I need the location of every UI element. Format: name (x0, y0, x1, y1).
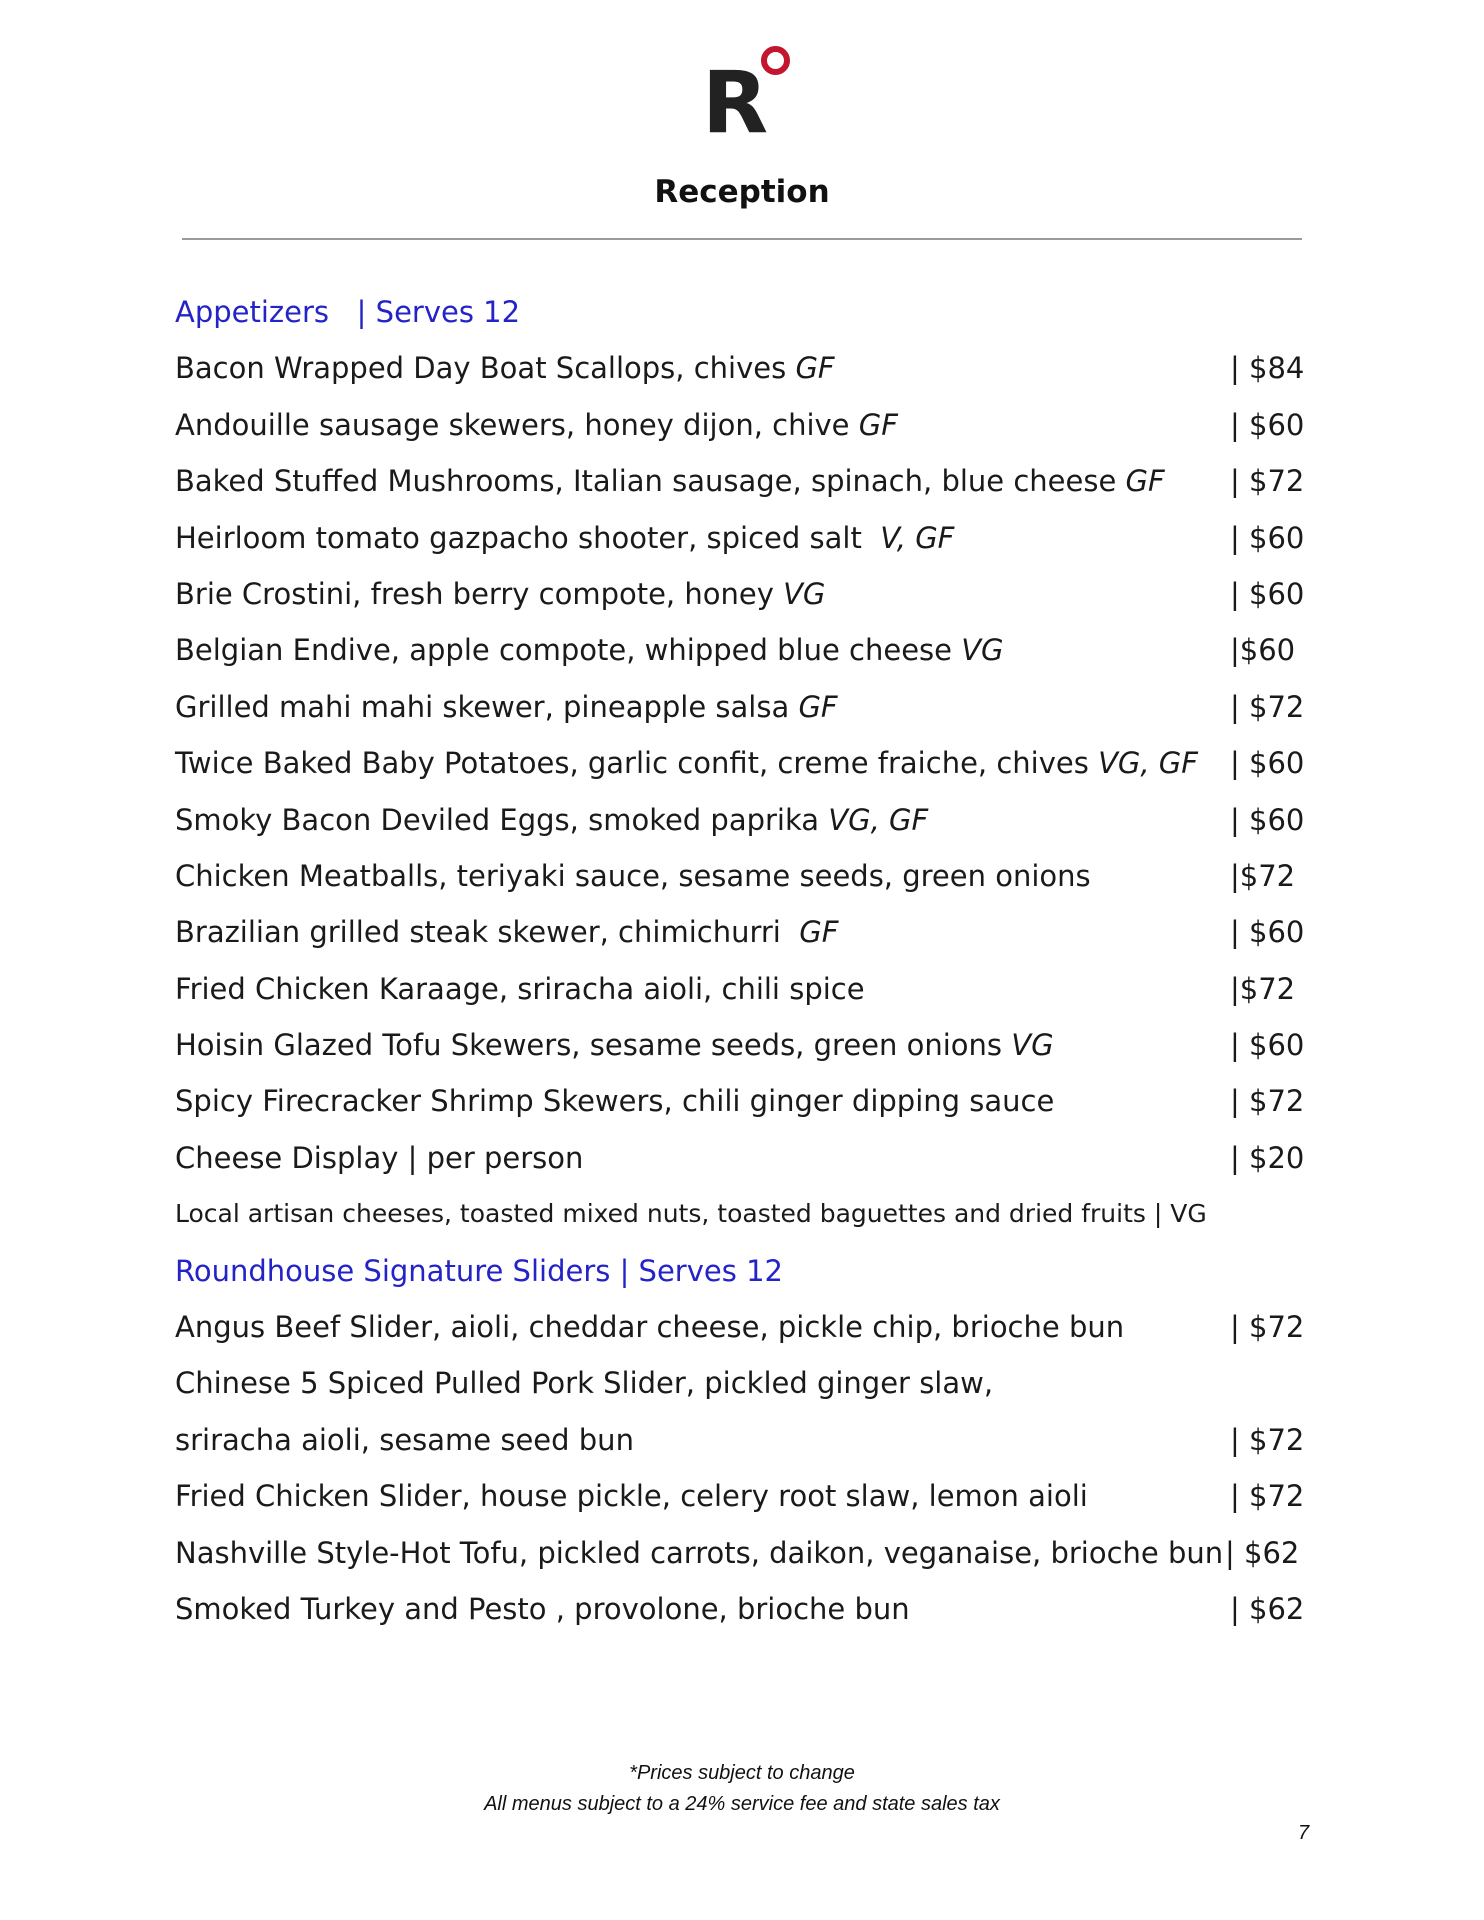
item-name: Andouille sausage skewers, honey dijon, chive (175, 407, 859, 442)
item-diet: VG, GF (828, 802, 929, 837)
sliders-heading: Roundhouse Signature Sliders | Serves 12 (175, 1253, 783, 1288)
item-diet: GF (799, 915, 839, 950)
item-name: Grilled mahi mahi skewer, pineapple salsa (175, 689, 799, 724)
item-name: Chinese 5 Spiced Pulled Pork Slider, pickled ginger slaw, (175, 1366, 994, 1401)
menu-item (175, 340, 1315, 396)
item-name: sriracha aioli, sesame seed bun (175, 1422, 634, 1457)
item-diet: GF (798, 689, 838, 724)
item-price: |$72 (1230, 971, 1296, 1006)
menu-item (175, 622, 1315, 678)
item-price: | $72 (1230, 1084, 1305, 1119)
menu-item (175, 848, 1315, 904)
item-price: | $60 (1230, 746, 1305, 781)
item-price: | $60 (1230, 915, 1305, 950)
item-name: Heirloom tomato gazpacho shooter, spiced salt (175, 520, 881, 555)
item-diet: GF (1125, 464, 1165, 499)
menu-item-cheese-display (175, 1130, 1315, 1186)
item-name: Belgian Endive, apple compote, whipped blue cheese (175, 633, 962, 668)
item-price: | $60 (1230, 520, 1305, 555)
item-price: | $60 (1230, 1028, 1305, 1063)
item-price: | $72 (1230, 1422, 1305, 1457)
menu-item (175, 735, 1315, 791)
item-diet: VG, GF (1098, 746, 1198, 781)
item-name: Smoky Bacon Deviled Eggs, smoked paprika (175, 802, 829, 837)
item-name: Twice Baked Baby Potatoes, garlic confit, creme fraiche, chives (175, 746, 1099, 781)
item-name: Spicy Firecracker Shrimp Skewers, chili ginger dipping sauce (175, 1084, 1055, 1119)
item-price: | $62 (1225, 1535, 1300, 1570)
menu-item (175, 679, 1315, 735)
item-price: | $62 (1230, 1591, 1305, 1626)
page-title: Reception (654, 174, 830, 210)
slider-item (175, 1525, 1315, 1581)
slider-item (175, 1581, 1315, 1637)
item-name: Nashville Style-Hot Tofu, pickled carrots, daikon, veganaise, brioche bun (175, 1535, 1224, 1570)
menu-item (175, 1073, 1315, 1129)
slider-item (175, 1468, 1315, 1524)
cheese-display-note: Local artisan cheeses, toasted mixed nuts, toasted baguettes and dried fruits | VG (175, 1199, 1207, 1229)
item-diet: VG (1011, 1028, 1054, 1063)
menu-item (175, 453, 1315, 509)
menu-item (175, 961, 1315, 1017)
menu-item (175, 566, 1315, 622)
logo-ring-icon (761, 46, 790, 75)
menu-item (175, 792, 1315, 848)
menu-list (175, 284, 1315, 1637)
page-number: 7 (1298, 1822, 1310, 1844)
item-price: |$60 (1230, 633, 1296, 668)
item-diet: VG (961, 633, 1004, 668)
item-name: Smoked Turkey and Pesto , provolone, brioche bun (175, 1591, 910, 1626)
item-name: Chicken Meatballs, teriyaki sauce, sesame seeds, green onions (175, 858, 1091, 893)
item-price: | $72 (1230, 464, 1305, 499)
item-price: | $60 (1230, 576, 1305, 611)
menu-item (175, 904, 1315, 960)
item-price: |$72 (1230, 858, 1296, 893)
item-name: Cheese Display | per person (175, 1140, 584, 1175)
footer-service-fee-note: All menus subject to a 24% service fee and state sales tax (484, 1793, 1000, 1815)
item-price: | $72 (1230, 1310, 1305, 1345)
item-name: Hoisin Glazed Tofu Skewers, sesame seeds, green onions (175, 1028, 1012, 1063)
restaurant-logo (702, 44, 794, 153)
slider-item (175, 1355, 1315, 1411)
item-name: Angus Beef Slider, aioli, cheddar cheese, pickle chip, brioche bun (175, 1310, 1125, 1345)
item-price: | $60 (1230, 407, 1305, 442)
item-name: Fried Chicken Slider, house pickle, celery root slaw, lemon aioli (175, 1479, 1088, 1514)
item-price: | $60 (1230, 802, 1305, 837)
title-divider (182, 238, 1302, 240)
item-price: | $72 (1230, 689, 1305, 724)
slider-item-continued (175, 1412, 1315, 1468)
item-diet: VG (783, 576, 826, 611)
item-name: Brazilian grilled steak skewer, chimichurri (175, 915, 800, 950)
item-price: | $20 (1230, 1140, 1305, 1175)
menu-item (175, 397, 1315, 453)
appetizers-heading: Appetizers | Serves 12 (175, 295, 521, 329)
item-diet: V, GF (880, 520, 955, 555)
menu-item (175, 1017, 1315, 1073)
logo-letter: R (702, 53, 769, 153)
menu-item (175, 510, 1315, 566)
slider-item (175, 1299, 1315, 1355)
item-name: Fried Chicken Karaage, sriracha aioli, chili spice (175, 971, 865, 1006)
item-name: Brie Crostini, fresh berry compote, honey (175, 576, 784, 611)
item-name: Bacon Wrapped Day Boat Scallops, chives (175, 351, 796, 386)
item-diet: GF (795, 351, 835, 386)
item-diet: GF (858, 407, 898, 442)
item-name: Baked Stuffed Mushrooms, Italian sausage, spinach, blue cheese (175, 464, 1126, 499)
item-price: | $72 (1230, 1479, 1305, 1514)
footer-price-note: *Prices subject to change (629, 1762, 855, 1784)
item-price: | $84 (1230, 351, 1305, 386)
